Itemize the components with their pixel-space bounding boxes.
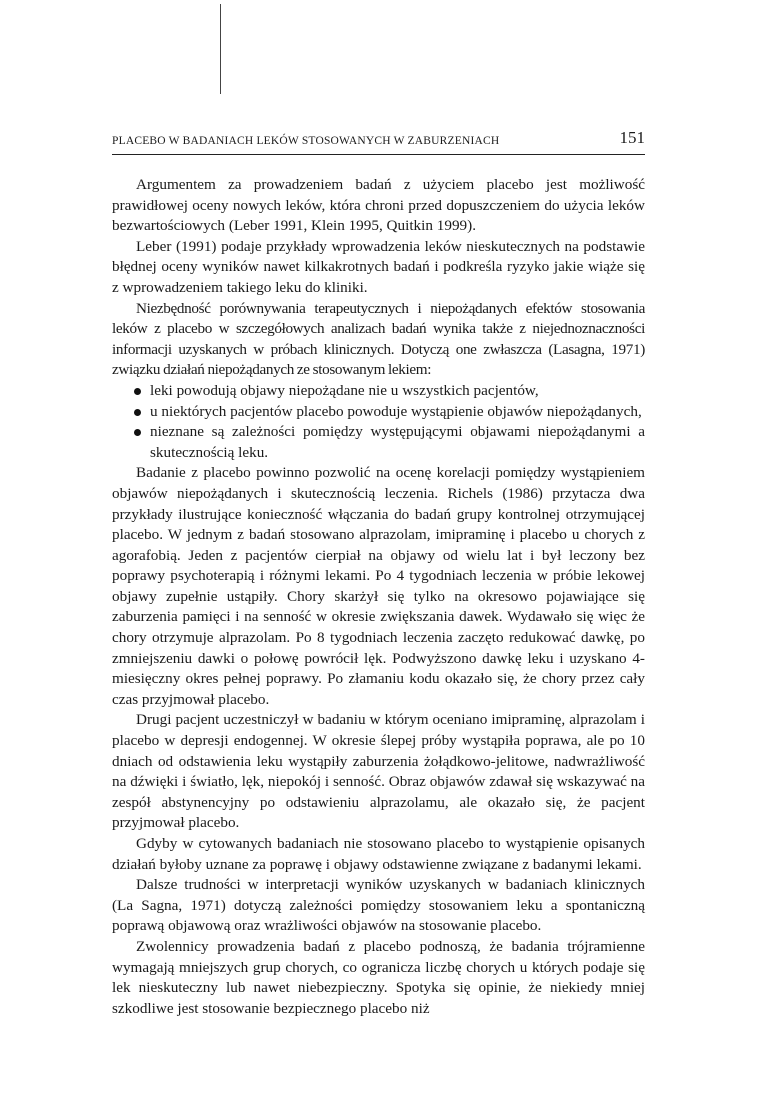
paragraph: Leber (1991) podaje przykłady wprowadzenia leków nieskutecznych na podstawie błędnej oceny wyników nawet kilkakrotnych badań i podkreśla ryzyko jakie wiąże się z wprowadzeniem takiego leku do kliniki. — [112, 237, 645, 296]
scan-edge-line — [220, 4, 221, 94]
list-item-text: u niektórych pacjentów placebo powoduje wystąpienie objawów niepożądanych, — [150, 402, 642, 420]
page-number: 151 — [619, 128, 645, 147]
list-item-text: nieznane są zależności pomiędzy występującymi objawami niepożądanymi a skutecznością leku. — [150, 423, 645, 461]
paragraph: Gdyby w cytowanych badaniach nie stosowano placebo to wystąpienie opisanych działań byłoby uznane za poprawę i objawy odstawienne związane z badanymi lekami. — [112, 835, 645, 873]
page-header — [112, 128, 645, 155]
bullet-dot-icon — [134, 388, 141, 395]
list-item — [112, 381, 645, 402]
paragraph: Niezbędność porównywania terapeutycznych i niepożądanych efektów stosowania leków z placebo w szczegółowych analizach badań wynika także z niejednoznaczności informacji uzyskanych w próbach klinicznych. Dotyczą one zwłaszcza (Lasagna, 1971) związku działań niepożądanych ze stosowanym lekiem: — [112, 299, 645, 379]
list-item — [112, 402, 645, 423]
paragraph: Zwolennicy prowadzenia badań z placebo podnoszą, że badania trójramienne wymagają mniejszych grup chorych, co ogranicza liczbę chorych u których podaje się lek nieskuteczny lub nawet niebezpieczny. Spotyka się opinie, że niekiedy mniej szkodliwe jest stosowanie bezpiecznego placebo niż — [112, 937, 645, 1017]
list-item — [112, 422, 645, 463]
list-item-text: leki powodują objawy niepożądane nie u wszystkich pacjentów, — [150, 381, 539, 399]
body-text — [112, 175, 645, 1019]
bullet-dot-icon — [134, 429, 141, 436]
bullet-dot-icon — [134, 409, 141, 416]
paragraph: Dalsze trudności w interpretacji wyników uzyskanych w badaniach klinicznych (La Sagna, 1971) dotyczą zależności pomiędzy stosowaniem leku a spontaniczną poprawą objawową oraz wrażliwości objawów na stosowanie placebo. — [112, 876, 645, 935]
bullet-list — [112, 381, 645, 463]
paragraph: Badanie z placebo powinno pozwolić na ocenę korelacji pomiędzy wystąpieniem objawów niepożądanych i skutecznością leczenia. Richels (1986) przytacza dwa przykłady ilustrujące konieczność włączania do badań grupy kontrolnej otrzymującej placebo. W jednym z badań stosowano alprazolam, imipraminę i placebo u chorych z agorafobią. Jeden z pacjentów cierpiał na objawy od wielu lat i był leczony bez poprawy psychoterapią i różnymi lekami. Po 4 tygodniach leczenia w próbie lekowej objawy zupełnie ustąpiły. Chory skarżył się tylko na okresowo pojawiające się zaburzenia pamięci i na senność w okresie zwiększania dawek. Wydawało się więc że chory otrzymuje alprazolam. Po 8 tygodniach leczenia zaczęto redukować dawkę, po zmniejszeniu dawki o połowę powrócił lęk. Podwyższono dawkę leku i uzyskano 4-miesięczny okres pełnej poprawy. Po złamaniu kodu okazało się, że chory przez cały czas przyjmował placebo. — [112, 464, 645, 708]
paragraph: Drugi pacjent uczestniczył w badaniu w którym oceniano imipraminę, alprazolam i placebo w depresji endogennej. W okresie ślepej próby wystąpiła poprawa, ale po 10 dniach od odstawienia leku wystąpiły zaburzenia żołądkowo-jelitowe, nadwrażliwość na dźwięki i światło, lęk, niepokój i senność. Obraz objawów zdawał się wskazywać na zespół abstynencyjny po odstawieniu alprazolamu, ale okazało się, że pacjent przyjmował placebo. — [112, 711, 645, 832]
running-head: PLACEBO W BADANIACH LEKÓW STOSOWANYCH W ZABURZENIACH — [112, 135, 500, 147]
paragraph: Argumentem za prowadzeniem badań z użyciem placebo jest możliwość prawidłowej oceny nowych leków, która chroni przed dopuszczeniem do użycia leków bezwartościowych (Leber 1991, Klein 1995, Quitkin 1999). — [112, 176, 645, 235]
